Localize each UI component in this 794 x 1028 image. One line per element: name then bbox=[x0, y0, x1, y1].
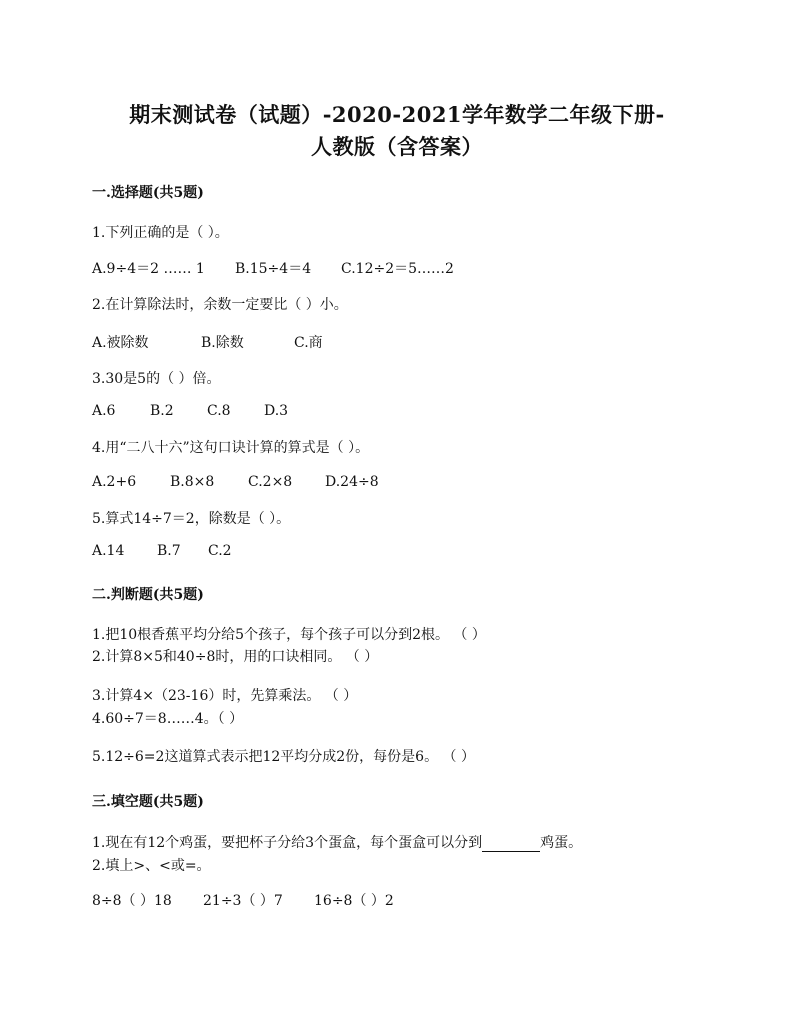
option-b: B.除数 bbox=[201, 335, 244, 351]
judge-question-5: 5.12÷6=2这道算式表示把12平均分成2份，每份是6。 （ ） bbox=[92, 749, 475, 765]
option-a: A.被除数 bbox=[92, 335, 149, 351]
option-a: A.2+6 bbox=[92, 474, 137, 490]
option-d: D.3 bbox=[264, 403, 289, 419]
option-c: C.8 bbox=[207, 403, 231, 419]
document-title-line-2: 人教版（含答案） bbox=[311, 134, 483, 159]
option-c: C.2×8 bbox=[248, 474, 293, 490]
choice-question-3: 3.30是5的（ ）倍。 bbox=[92, 371, 221, 387]
section-heading-choice: 一.选择题(共5题) bbox=[92, 185, 204, 201]
option-b: B.2 bbox=[150, 403, 174, 419]
compare-item-3: 16÷8（ ）2 bbox=[314, 893, 394, 909]
compare-item-2: 21÷3（ ）7 bbox=[203, 893, 283, 909]
fill-question-1 bbox=[92, 832, 582, 852]
section-heading-fill: 三.填空题(共5题) bbox=[92, 794, 204, 810]
choice-question-2-options bbox=[92, 332, 323, 352]
fill-question-2: 2.填上>、<或=。 bbox=[92, 858, 211, 874]
choice-question-1-options bbox=[92, 258, 454, 278]
option-d: D.24÷8 bbox=[325, 474, 379, 490]
judge-question-4: 4.60÷7＝8……4。（ ） bbox=[92, 711, 244, 727]
fill-question-1-text: 1.现在有12个鸡蛋，要把杯子分给3个蛋盒，每个蛋盒可以分到 bbox=[92, 835, 483, 851]
choice-question-1: 1.下列正确的是（ ）。 bbox=[92, 225, 229, 241]
option-a: A.14 bbox=[92, 543, 125, 559]
option-b: B.8×8 bbox=[170, 474, 215, 490]
option-a: A.9÷4＝2 …… 1 bbox=[92, 261, 205, 277]
answer-blank bbox=[482, 837, 540, 852]
judge-question-3: 3.计算4×（23-16）时，先算乘法。 （ ） bbox=[92, 688, 358, 704]
choice-question-4: 4.用“二八十六”这句口诀计算的算式是（ ）。 bbox=[92, 440, 370, 456]
judge-question-1: 1.把10根香蕉平均分给5个孩子，每个孩子可以分到2根。 （ ） bbox=[92, 627, 486, 643]
choice-question-5-options bbox=[92, 543, 232, 559]
choice-question-2: 2.在计算除法时，余数一定要比（ ）小。 bbox=[92, 297, 348, 313]
compare-item-1: 8÷8（ ）18 bbox=[92, 893, 172, 909]
option-b: B.15÷4＝4 bbox=[235, 261, 312, 277]
option-b: B.7 bbox=[157, 543, 181, 559]
choice-question-5: 5.算式14÷7＝2，除数是（ ）。 bbox=[92, 511, 291, 527]
option-c: C.2 bbox=[208, 543, 232, 559]
fill-question-1-suffix: 鸡蛋。 bbox=[540, 835, 583, 851]
document-title-line-1: 期末测试卷（试题）-2020-2021学年数学二年级下册- bbox=[129, 102, 665, 127]
judge-question-2: 2.计算8×5和40÷8时，用的口诀相同。 （ ） bbox=[92, 649, 379, 665]
option-c: C.12÷2＝5……2 bbox=[341, 261, 454, 277]
choice-question-4-options bbox=[92, 474, 379, 490]
section-heading-judge: 二.判断题(共5题) bbox=[92, 587, 204, 603]
choice-question-3-options bbox=[92, 403, 288, 419]
option-c: C.商 bbox=[294, 335, 323, 351]
fill-question-2-items bbox=[92, 890, 394, 910]
option-a: A.6 bbox=[92, 403, 116, 419]
